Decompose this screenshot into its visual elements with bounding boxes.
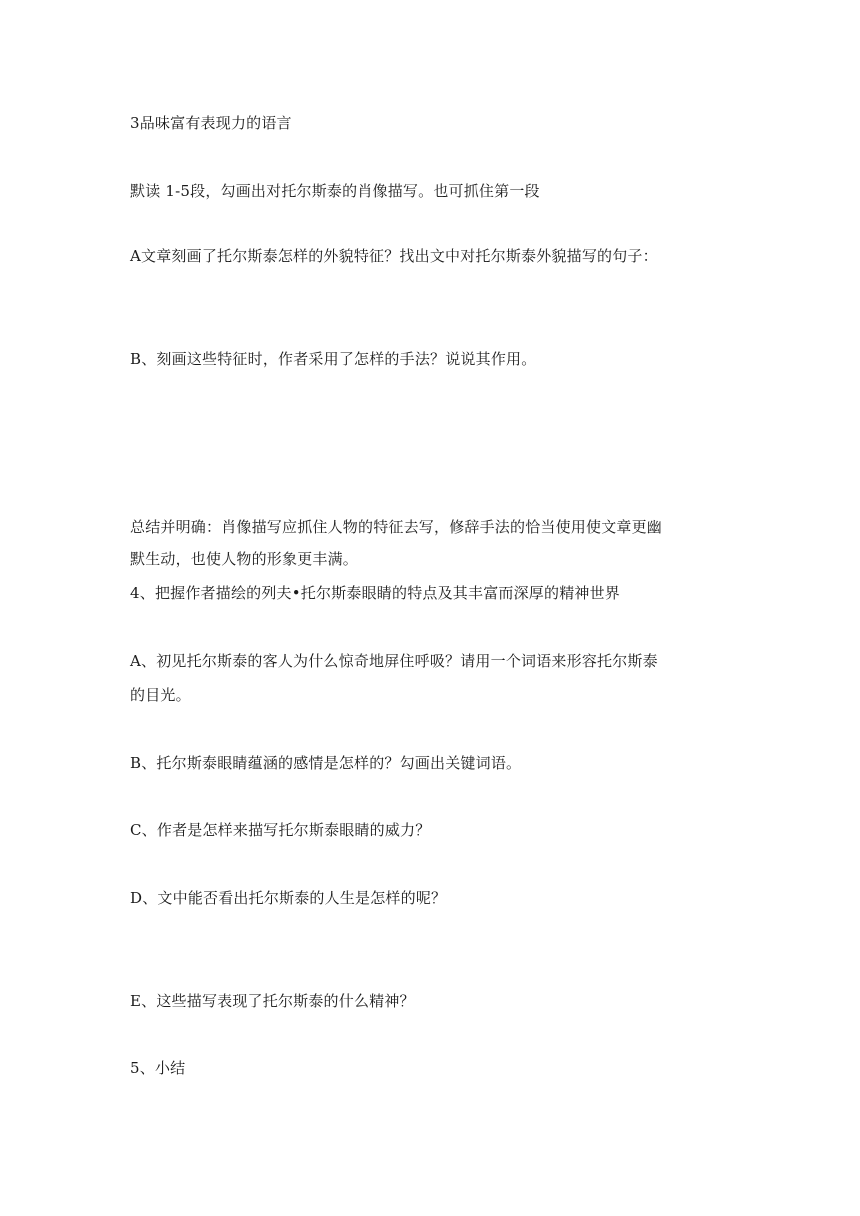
- section-4-heading: 4、把握作者描绘的列夫•托尔斯泰眼睛的特点及其丰富而深厚的精神世界: [130, 584, 620, 602]
- question-4c: C、作者是怎样来描写托尔斯泰眼睛的威力？: [130, 821, 431, 839]
- question-4a-line-2: 的目光。: [130, 686, 191, 704]
- question-b-technique: B、刻画这些特征时，作者采用了怎样的手法？说说其作用。: [130, 350, 537, 368]
- summary-line-2: 默生动，也使人物的形象更丰满。: [130, 550, 359, 568]
- section-5-heading: 5、小结: [130, 1059, 186, 1077]
- question-4d: D、文中能否看出托尔斯泰的人生是怎样的呢？: [130, 889, 447, 907]
- question-4a-line-1: A、初见托尔斯泰的客人为什么惊奇地屏住呼吸？请用一个词语来形容托尔斯泰: [130, 652, 658, 670]
- section-3-heading: 3品味富有表现力的语言: [130, 114, 292, 132]
- question-4e: E、这些描写表现了托尔斯泰的什么精神？: [130, 992, 415, 1010]
- reading-instruction: 默读 1-5段，勾画出对托尔斯泰的肖像描写。也可抓住第一段: [130, 182, 540, 200]
- summary-line-1: 总结并明确：肖像描写应抓住人物的特征去写，修辞手法的恰当使用使文章更幽: [130, 518, 663, 536]
- question-a-appearance: A文章刻画了托尔斯泰怎样的外貌特征？找出文中对托尔斯泰外貌描写的句子：: [130, 247, 658, 265]
- question-4b: B、托尔斯泰眼睛蕴涵的感情是怎样的？勾画出关键词语。: [130, 754, 522, 772]
